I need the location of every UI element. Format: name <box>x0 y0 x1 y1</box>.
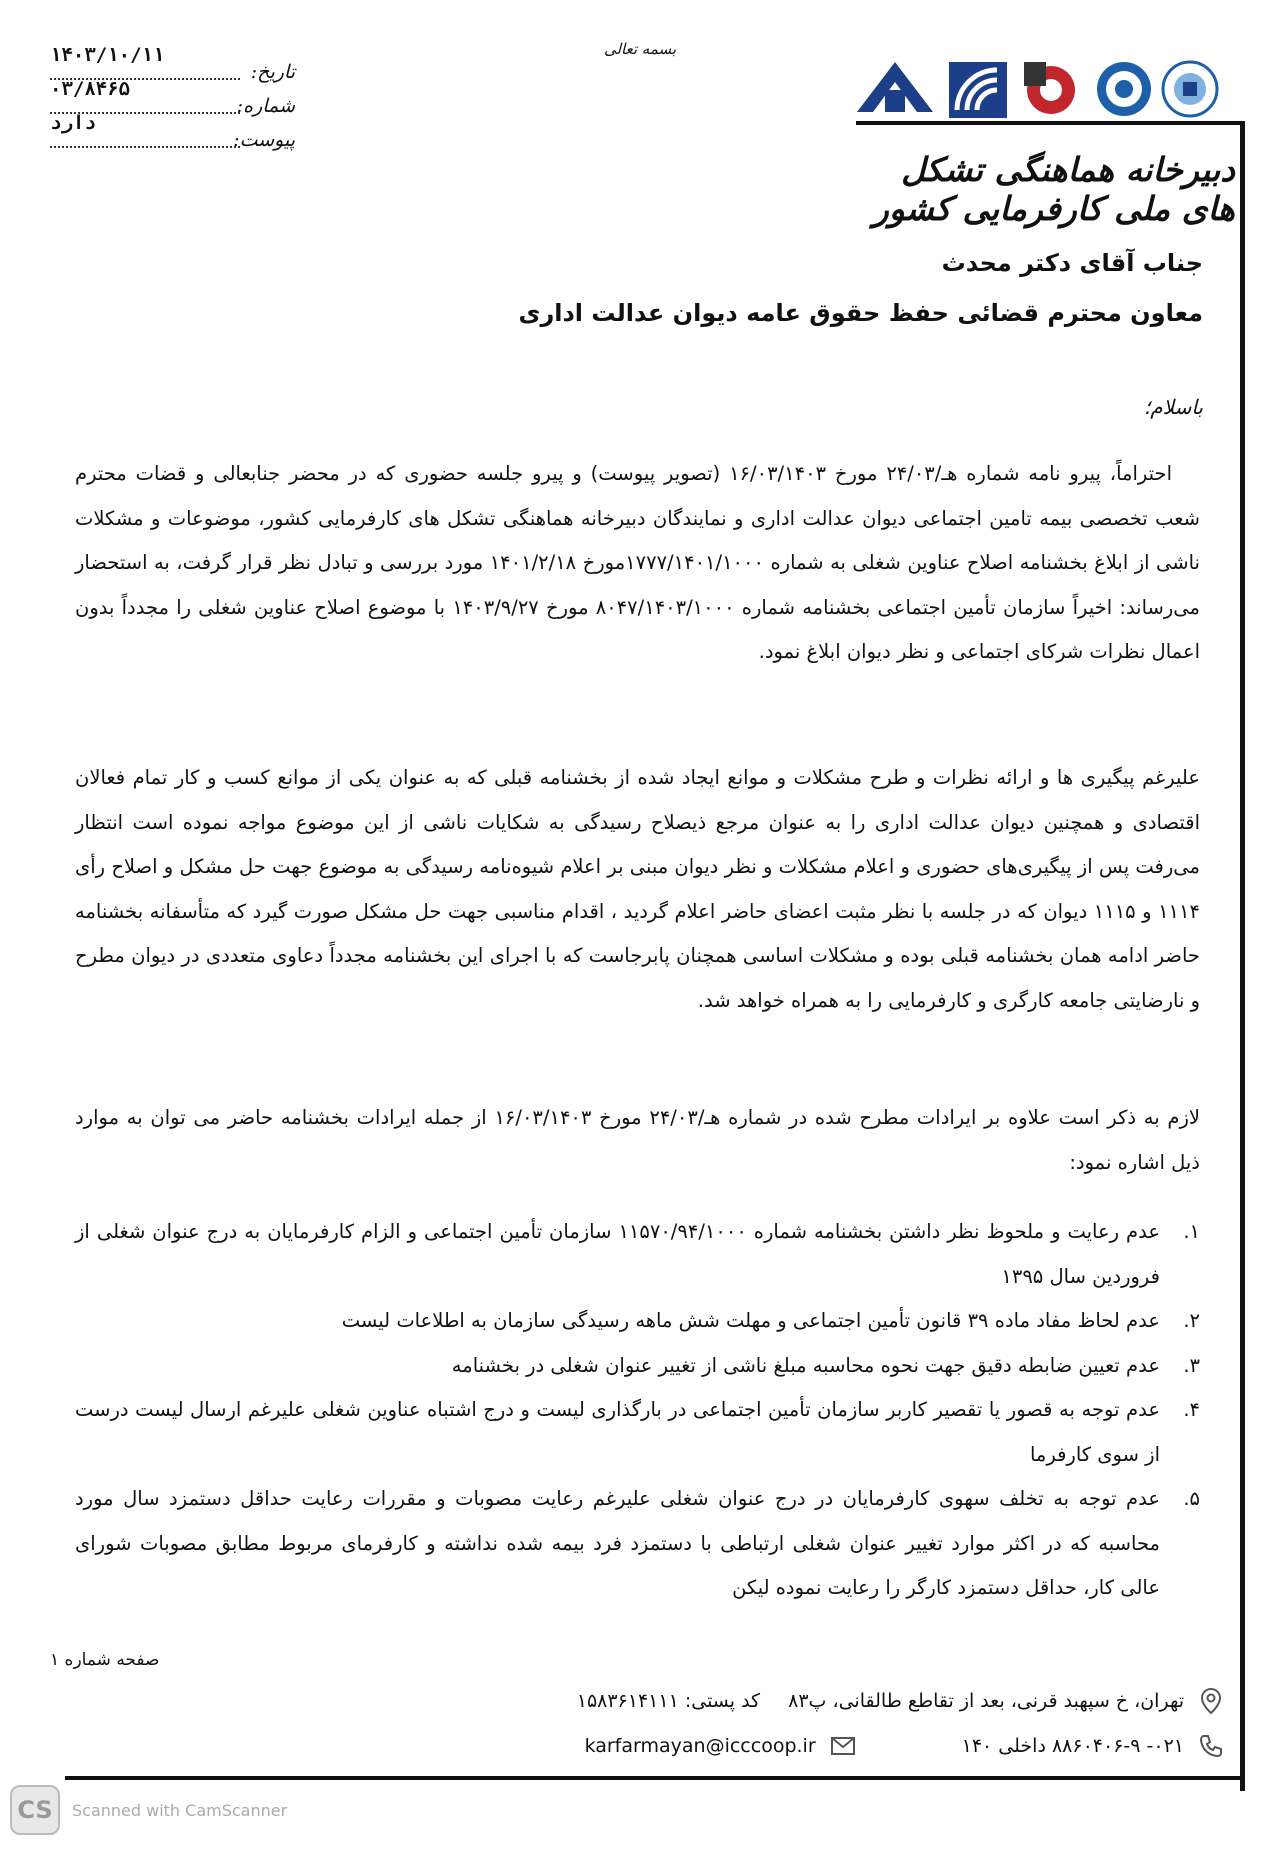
anchor-logo <box>855 60 935 120</box>
scanner-watermark <box>10 1785 287 1835</box>
footer-phone: ۰۲۱- ۸۸۶۰۴۰۶-۹ داخلی ۱۴۰ <box>961 1734 1184 1757</box>
date-label: تاریخ: <box>250 61 295 83</box>
letter-footer <box>570 1678 1230 1768</box>
footer-contact-row <box>570 1723 1230 1768</box>
logo-strip <box>855 55 1225 125</box>
addressee <box>403 238 1203 338</box>
email-icon <box>824 1729 862 1763</box>
attachment-label: پیوست: <box>233 129 295 151</box>
list-item: ۳. عدم تعیین ضابطه دقیق جهت نحوه محاسبه مبلغ ناشی از تغییر عنوان شغلی در بخشنامه <box>451 1353 1200 1377</box>
location-pin-icon <box>1192 1684 1230 1718</box>
footer-email[interactable]: karfarmayan@icccoop.ir <box>584 1734 816 1757</box>
gear-logo <box>1020 60 1082 120</box>
number-value: ۰۳/۸۴۶۵ <box>50 78 131 100</box>
footer-email-block <box>585 1729 862 1763</box>
attachment-row <box>50 112 295 157</box>
attachment-value: دارد <box>50 112 96 134</box>
list-item: ۴. عدم توجه به قصور یا تقصیر کاربر سازمان تأمین اجتماعی در بارگذاری لیست و درج اشتباه عناوین شغلی علیرغم ارسال لیست درست از سوی کارفرما <box>75 1398 1200 1466</box>
footer-address-row <box>570 1678 1230 1723</box>
objections-list <box>75 1210 1200 1611</box>
addressee-title: معاون محترم قضائی حفظ حقوق عامه دیوان عدالت اداری <box>518 299 1203 327</box>
number-label: شماره: <box>236 95 295 117</box>
paragraph-2: علیرغم پیگیری ها و ارائه نظرات و طرح مشکلات و موانع ایجاد شده از بخشنامه قبلی که به عنوان یکی از موانع کسب و کار تمام فعالان اقتصادی و همچنین دیوان عدالت اداری را به عنوان مرجع ذیصلاح رسیدگی به شکایات ناشی از این موضوع مواجه نموده است انتظار می‌رفت پس از پیگیری‌های حضوری و اعلام مشکلات و نظر دیوان مبنی بر اعلام شیوه‌نامه رسیدگی به موضوع جهت حل مشکل و اصلاح رأی ۱۱۱۴ و ۱۱۱۵ دیوان که در جلسه با نظر مثبت اعضای حاضر اعلام گردید ، اقدام مناسبی جهت حل مشکل صورت گیرد که متأسفانه بخشنامه حاضر ادامه همان بخشنامه قبلی بوده و مشکلات اساسی همچنان پابرجاست که با اجرای این بخشنامه مجدداً دعاوی متعددی در دیوان مطرح و نارضایتی جامعه کارگری و کارفرمایی را به همراه خواهد شد. <box>75 766 1200 1012</box>
list-item: ۵. عدم توجه به تخلف سهوی کارفرمایان در درج عنوان شغلی علیرغم رعایت مصوبات و مقررات رعایت حداقل دستمزد سال مورد محاسبه که در اکثر موارد تغییر عنوان شغلی ارتباطی با دستمزد فرد بیمه شده نداشته و کارفرمای مربوط مطابق مصوبات شورای عالی کار، حداقل دستمزد کارگر را رعایت نموده لیکن <box>75 1487 1200 1599</box>
signal-logo <box>947 60 1009 120</box>
page-border-bottom <box>65 1776 1244 1780</box>
phone-icon <box>1192 1729 1230 1763</box>
page-border-right <box>1240 121 1245 1791</box>
greeting: باسلام؛ <box>1143 395 1203 419</box>
attachment-dots <box>50 112 240 148</box>
date-value: ۱۴۰۳/۱۰/۱۱ <box>50 44 165 66</box>
paragraph-1: احتراماً، پیرو نامه شماره هـ/۲۴/۰۳ مورخ ۱۶/۰۳/۱۴۰۳ (تصویر پیوست) و پیرو جلسه حضوری که در محضر جنابعالی و قضات محترم شعب تخصصی بیمه تامین اجتماعی دیوان عدالت اداری و نمایندگان دبیرخانه هماهنگی تشکل های کارفرمایی کشور، موضوعات و مشکلات ناشی از ابلاغ بخشنامه اصلاح عناوین شغلی به شماره ۱۷۷۷/۱۴۰۱/۱۰۰۰مورخ ۱۴۰۱/۲/۱۸ مورد بررسی و تبادل نظر قرار گرفت، به استحضار می‌رساند: اخیراً سازمان تأمین اجتماعی بخشنامه شماره ۸۰۴۷/۱۴۰۳/۱۰۰۰ مورخ ۱۴۰۳/۹/۲۷ با موضوع اصلاح عناوین شغلی را مجدداً بدون اعمال نظرات شرکای اجتماعی و نظر دیوان ابلاغ نمود. <box>75 462 1200 663</box>
letter-meta <box>50 44 295 157</box>
footer-address: تهران، خ سپهبد قرنی، بعد از تقاطع طالقانی، پ۸۳ <box>788 1689 1184 1712</box>
paragraph-3: لازم به ذکر است علاوه بر ایرادات مطرح شده در شماره هـ/۲۴/۰۳ مورخ ۱۶/۰۳/۱۴۰۳ از جمله ایرادات بخشنامه حاضر می توان به موارد ذیل اشاره نمود: <box>75 1106 1200 1174</box>
round-seal-logo <box>1161 60 1219 118</box>
emblem-logo <box>1095 60 1153 118</box>
list-item: ۱. عدم رعایت و ملحوظ نظر داشتن بخشنامه شماره ۱۱۵۷۰/۹۴/۱۰۰۰ سازمان تأمین اجتماعی و الزام کارفرمایان به درج عنوان شغلی از فروردین سال ۱۳۹۵ <box>75 1220 1200 1288</box>
scanner-text: Scanned with CamScanner <box>72 1800 288 1820</box>
page-number: صفحه شماره ۱ <box>50 1650 160 1670</box>
header-rule <box>856 121 1244 125</box>
bismillah: بسمه تعالی <box>603 40 677 58</box>
footer-postal: کد پستی: ۱۵۸۳۶۱۴۱۱۱ <box>576 1689 761 1712</box>
addressee-name: جناب آقای دکتر محدث <box>941 249 1203 277</box>
list-item: ۲. عدم لحاظ مفاد ماده ۳۹ قانون تأمین اجتماعی و مهلت شش ماهه رسیدگی سازمان به اطلاعات لیست <box>341 1309 1200 1332</box>
organization-title: دبیرخانه هماهنگی تشکل های ملی کارفرمایی کشور <box>872 150 1235 228</box>
camscanner-logo: CS <box>10 1785 60 1835</box>
